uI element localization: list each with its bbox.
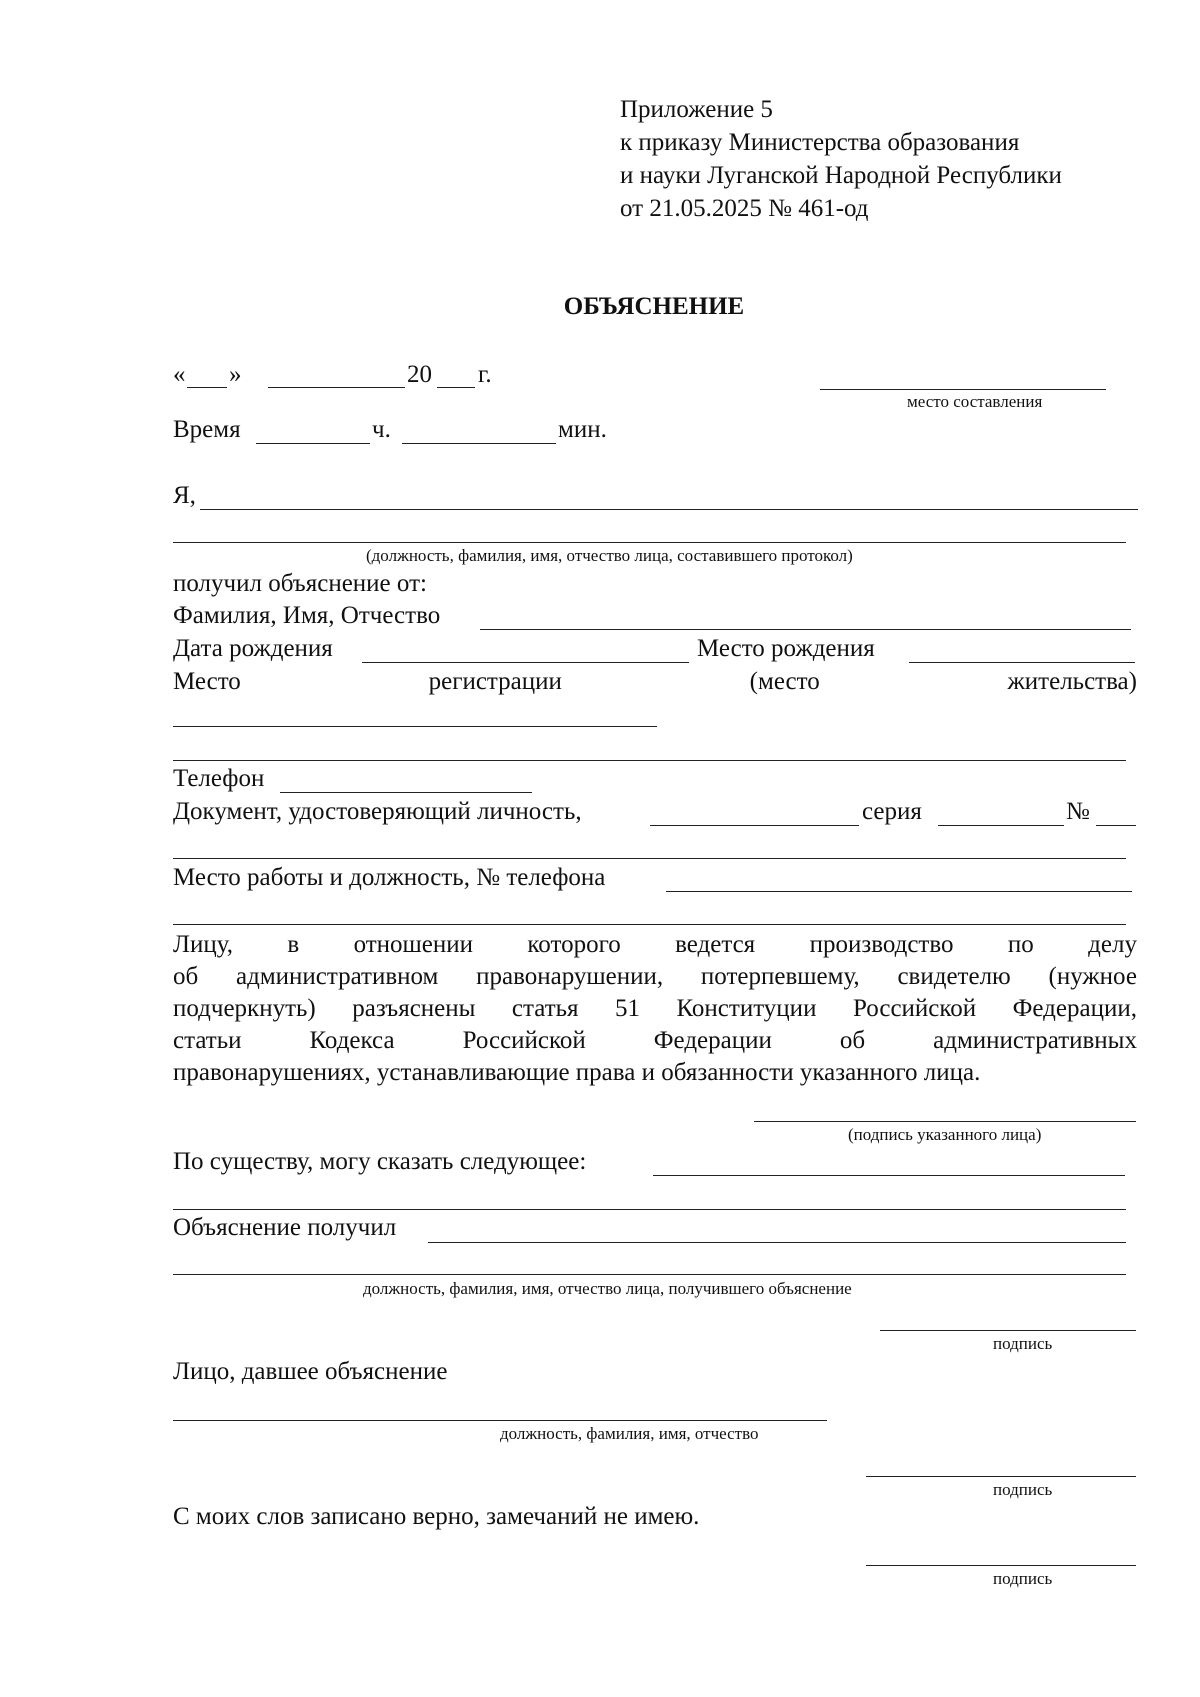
- rights-word: Конституции: [676, 995, 817, 1022]
- hours-unit: ч.: [372, 416, 391, 443]
- statement-field-continued[interactable]: [173, 1209, 1126, 1210]
- person-signature-caption: (подпись указанного лица): [848, 1125, 1042, 1144]
- giver-label: Лицо, давшее объяснение: [173, 1358, 448, 1385]
- registration-word: Место: [173, 668, 241, 695]
- order-date-number: от 21.05.2025 № 461-од: [620, 195, 869, 222]
- work-label: Место работы и должность, № телефона: [173, 864, 606, 891]
- rights-word: (нужное: [1048, 963, 1137, 990]
- birth-date-label: Дата рождения: [173, 635, 333, 662]
- rights-word: Федерации: [653, 1027, 772, 1054]
- confirmation-signature-caption: подпись: [993, 1569, 1053, 1588]
- appendix-number: Приложение 5: [620, 96, 773, 123]
- rights-line: [173, 1025, 1137, 1057]
- date-open-quote: «: [173, 361, 186, 388]
- minutes-field[interactable]: [402, 443, 556, 444]
- rights-word: отношении: [353, 931, 474, 958]
- receiver-signature-caption: подпись: [993, 1334, 1053, 1353]
- statement-label: По существу, могу сказать следующее:: [173, 1148, 587, 1175]
- official-caption: (должность, фамилия, имя, отчество лица, составившего протокол): [366, 546, 853, 565]
- rights-word: Федерации,: [1012, 995, 1137, 1022]
- rights-word: свидетелю: [897, 963, 1011, 990]
- statement-field[interactable]: [653, 1175, 1125, 1176]
- work-field-continued[interactable]: [173, 924, 1126, 925]
- month-field[interactable]: [268, 387, 405, 388]
- official-field[interactable]: [200, 509, 1138, 510]
- id-document-field[interactable]: [650, 825, 859, 826]
- registration-word: регистрации: [428, 668, 562, 695]
- place-field[interactable]: [820, 389, 1106, 390]
- appendix-header: [620, 93, 1062, 225]
- receiver-field-continued[interactable]: [173, 1274, 1126, 1275]
- order-reference: к приказу Министерства образования: [620, 129, 1020, 156]
- receiver-signature-field[interactable]: [880, 1330, 1136, 1331]
- year-suffix: г.: [478, 361, 492, 388]
- official-field-continued[interactable]: [173, 542, 1126, 543]
- received-from-label: получил объяснение от:: [173, 570, 427, 597]
- rights-word: подчеркнуть): [173, 995, 316, 1022]
- rights-word: потерпевшему,: [700, 963, 860, 990]
- confirmation-signature-field[interactable]: [866, 1565, 1136, 1566]
- rights-word: ведется: [675, 931, 756, 958]
- time-label: Время: [173, 416, 241, 443]
- id-document-label: Документ, удостоверяющий личность,: [173, 798, 582, 825]
- rights-word: делу: [1088, 931, 1137, 958]
- giver-caption: должность, фамилия, имя, отчество: [500, 1424, 759, 1443]
- birth-date-field[interactable]: [362, 662, 689, 663]
- rights-word: Лицу,: [173, 931, 233, 958]
- rights-word: Кодекса: [309, 1027, 395, 1054]
- birth-place-label: Место рождения: [697, 635, 875, 662]
- rights-word: разъяснены: [352, 995, 476, 1022]
- rights-word: статьи: [173, 1027, 242, 1054]
- minutes-unit: мин.: [558, 416, 607, 443]
- rights-line: [173, 993, 1137, 1025]
- number-field[interactable]: [1096, 825, 1136, 826]
- day-field[interactable]: [187, 387, 227, 388]
- rights-word: административном: [236, 963, 439, 990]
- rights-word: производство: [809, 931, 954, 958]
- rights-word: статья: [511, 995, 579, 1022]
- rights-word: в: [287, 931, 300, 958]
- hours-field[interactable]: [256, 443, 370, 444]
- giver-field[interactable]: [173, 1420, 827, 1421]
- rights-word: об: [839, 1027, 866, 1054]
- rights-word: правонарушении,: [476, 963, 664, 990]
- fio-field[interactable]: [480, 629, 1131, 630]
- receiver-label: Объяснение получил: [173, 1214, 397, 1241]
- document-title: ОБЪЯСНЕНИЕ: [563, 293, 745, 320]
- rights-word: административных: [933, 1027, 1137, 1054]
- confirmation-text: С моих слов записано верно, замечаний не имею.: [173, 1503, 700, 1530]
- rights-line: [173, 961, 1137, 993]
- rights-last-line: правонарушениях, устанавливающие права и обязанности указанного лица.: [173, 1059, 981, 1086]
- giver-signature-field[interactable]: [866, 1476, 1136, 1477]
- registration-label: [173, 666, 1137, 698]
- rights-word: которого: [527, 931, 621, 958]
- registration-word: (место: [749, 668, 820, 695]
- registration-word: жительства): [1007, 668, 1137, 695]
- id-document-field-continued[interactable]: [173, 858, 1126, 859]
- date-close-quote: »: [229, 361, 242, 388]
- rights-word: об: [173, 963, 199, 990]
- place-caption: место составления: [907, 392, 1043, 411]
- number-label: №: [1066, 798, 1090, 825]
- registration-field[interactable]: [173, 726, 657, 727]
- series-field[interactable]: [938, 825, 1064, 826]
- registration-field-continued[interactable]: [173, 760, 1126, 761]
- receiver-caption: должность, фамилия, имя, отчество лица, получившего объяснение: [363, 1279, 852, 1298]
- phone-field[interactable]: [280, 792, 532, 793]
- phone-label: Телефон: [173, 765, 265, 792]
- year-prefix: 20: [407, 361, 432, 388]
- birth-place-field[interactable]: [909, 662, 1135, 663]
- rights-word: по: [1007, 931, 1034, 958]
- person-signature-field[interactable]: [754, 1121, 1136, 1122]
- giver-signature-caption: подпись: [993, 1480, 1053, 1499]
- receiver-field[interactable]: [428, 1242, 1126, 1243]
- official-prefix: Я,: [173, 482, 196, 509]
- year-field[interactable]: [437, 387, 475, 388]
- rights-word: Российской: [462, 1027, 586, 1054]
- series-label: серия: [862, 798, 922, 825]
- rights-word: Российской: [852, 995, 977, 1022]
- fio-label: Фамилия, Имя, Отчество: [173, 602, 441, 629]
- work-field[interactable]: [666, 891, 1132, 892]
- rights-line: [173, 929, 1137, 961]
- rights-word: 51: [615, 995, 641, 1022]
- ministry-name: и науки Луганской Народной Республики: [620, 162, 1062, 189]
